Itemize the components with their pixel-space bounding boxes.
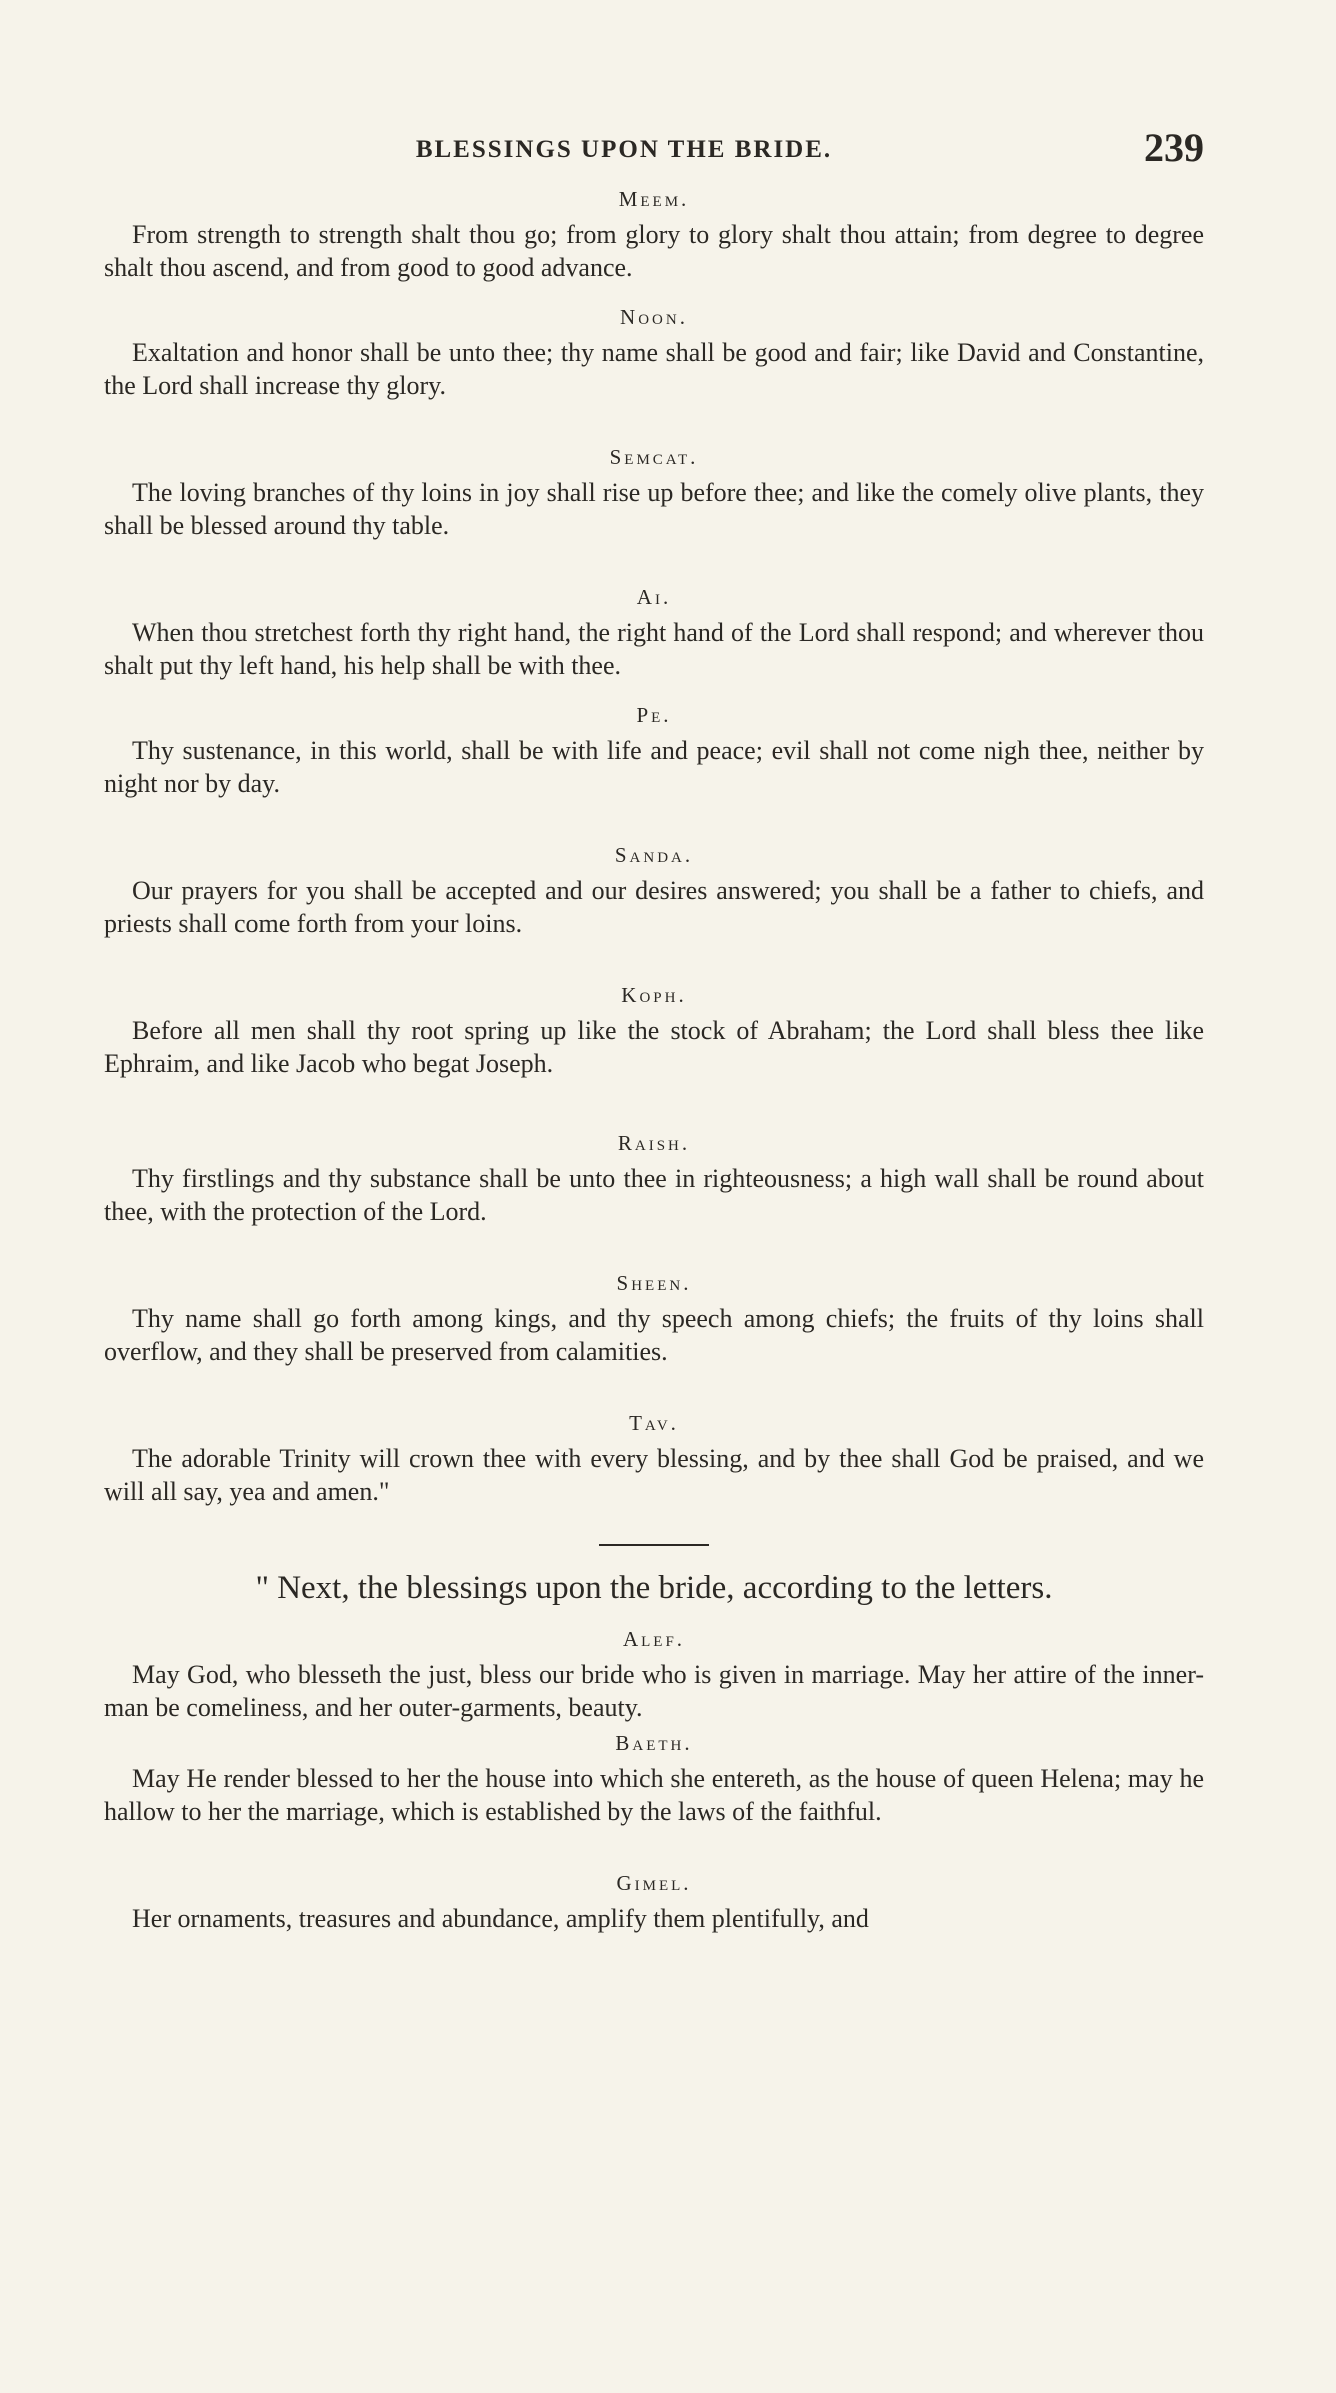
section-text: Her ornaments, treasures and abundance, amplify them plentifully, and [132,1904,869,1933]
section-meem [104,180,1204,284]
section-noon [104,298,1204,402]
section-text: The loving branches of thy loins in joy shall rise up before thee; and like the comely olive plants, they shall be blessed around thy table. [104,478,1204,540]
section-heading: Noon. [620,305,688,329]
section-koph [104,976,1204,1080]
section-text: Our prayers for you shall be accepted and our desires answered; you shall be a father to chiefs, and priests shall come forth from your loins. [104,876,1204,938]
page-number: 239 [1144,125,1204,170]
section-heading: Raish. [617,1131,691,1155]
section-text: From strength to strength shalt thou go; from glory to glory shalt thou attain; from degree to degree shalt thou ascend, and from good to good advance. [104,220,1204,282]
section-text: Exaltation and honor shall be unto thee; thy name shall be good and fair; like David and Constantine, the Lord shall increase thy glory. [104,338,1204,400]
section-pe [104,696,1204,800]
section-heading: Meem. [618,187,690,211]
section-tav [104,1404,1204,1508]
section-heading: Alef. [622,1627,686,1651]
section-baeth [104,1724,1204,1828]
book-page [104,124,1204,1935]
section-heading: Semcat. [609,445,699,469]
section-text: Before all men shall thy root spring up like the stock of Abraham; the Lord shall bless thee like Ephraim, and like Jacob who begat Joseph. [104,1016,1204,1078]
intro-line: " Next, the blessings upon the bride, according to the letters. [255,1570,1053,1606]
section-heading: Koph. [621,983,687,1007]
section-heading: Sanda. [614,843,694,867]
section-text: Thy firstlings and thy substance shall be unto thee in righteousness; a high wall shall be round about thee, with the protection of the Lord. [104,1164,1204,1226]
section-text: Thy name shall go forth among kings, and thy speech among chiefs; the fruits of thy loins shall overflow, and they shall be preserved from calamities. [104,1304,1204,1366]
section-sheen [104,1264,1204,1368]
section-ai [104,578,1204,682]
section-text: The adorable Trinity will crown thee with every blessing, and by thee shall God be praised, and we will all say, yea and amen." [104,1444,1204,1506]
section-text: When thou stretchest forth thy right hand, the right hand of the Lord shall respond; and wherever thou shalt put thy left hand, his help shall be with thee. [104,618,1204,680]
section-heading: Ai. [636,585,672,609]
running-title: BLESSINGS UPON THE BRIDE. [415,136,833,163]
section-heading: Sheen. [616,1271,692,1295]
section-text: May He render blessed to her the house into which she entereth, as the house of queen Helena; may he hallow to her the marriage, which is established by the laws of the faithful. [104,1764,1204,1826]
section-text: Thy sustenance, in this world, shall be with life and peace; evil shall not come nigh thee, neither by night nor by day. [104,736,1204,798]
section-heading: Gimel. [616,1871,692,1895]
section-gimel [104,1864,1204,1935]
section-semcat [104,438,1204,542]
section-sanda [104,836,1204,940]
running-head [104,124,1204,180]
section-alef [104,1620,1204,1724]
section-text: May God, who blesseth the just, bless our bride who is given in marriage. May her attire of the inner-man be comeliness, and her outer-garments, beauty. [104,1660,1204,1722]
section-raish [104,1124,1204,1228]
section-heading: Tav. [629,1411,679,1435]
section-heading: Pe. [636,703,672,727]
divider-rule [599,1544,709,1546]
section-heading: Baeth. [615,1731,693,1755]
